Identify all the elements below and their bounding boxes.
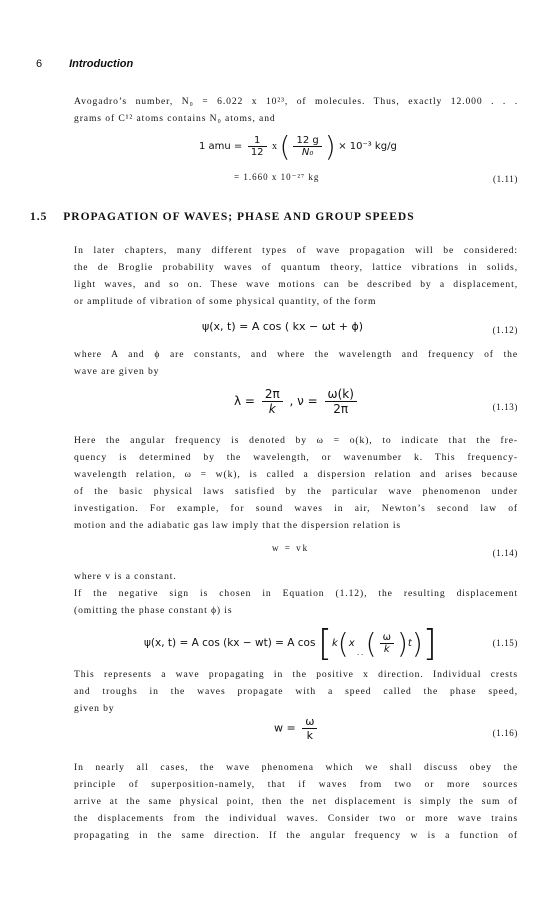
eq-lhs: ψ(x, t) = A cos (kx − wt) = A cos [144, 636, 316, 649]
eq-times: x [272, 140, 278, 152]
eq-denominator: 2π [333, 402, 349, 416]
eq-text: ψ(x, t) = A cos ( kx − ωt + ϕ) [202, 320, 364, 333]
text-line: If the negative sign is chosen in Equation (1.12), the resulting displacement [74, 588, 518, 599]
eq-k: k [332, 637, 338, 649]
equation-number: (1.12) [492, 325, 518, 335]
text-line: motion and the adiabatic gas law imply that the dispersion relation is [74, 520, 402, 531]
eq-text: w = vk [272, 543, 310, 553]
equation-1-11: 1 amu = $\frac{1}{12}$ x ( $\frac{12 g}{\text{N₀}}$ ) × 10⁻³ kg/g = 1.660 x 10⁻²⁷ kg (1.11) [199, 130, 518, 184]
text-line: of the basic physical laws satisfied by the particular wave phenomenon under [74, 486, 518, 497]
paragraph-5 [74, 666, 518, 717]
eq-denominator: k [268, 402, 276, 416]
running-header [36, 58, 133, 70]
text-line: propagating in the same direction. If the angular frequency w is a function of [74, 830, 518, 841]
eq-x: x [348, 637, 355, 649]
equation-number: (1.14) [492, 548, 518, 558]
text-line: or amplitude of vibration of some physical quantity, of the form [74, 296, 377, 307]
text-line: In nearly all cases, the wave phenomena which we shall discuss obey the [74, 762, 518, 773]
eq-denominator: 12 [250, 147, 264, 158]
paragraph-1 [74, 242, 518, 310]
eq-second-line: = 1.660 x 10⁻²⁷ kg [234, 172, 320, 182]
equation-number: (1.15) [492, 638, 518, 648]
section-title: PROPAGATION OF WAVES; PHASE AND GROUP SPEEDS [63, 211, 415, 223]
eq-numerator: 2π [262, 387, 283, 402]
eq-numerator: ω(k) [325, 387, 357, 402]
text-line: wavelength relation, ω = w(k), is called a dispersion relation and arises because [74, 469, 518, 480]
eq-denominator: N₀ [301, 147, 314, 158]
eq-numerator: 12 g [293, 135, 321, 147]
text-line: and troughs in the waves propagate with a speed called the phase speed, [74, 686, 518, 697]
eq-lhs: w = [274, 721, 296, 735]
text-line: Avogadro’s number, N₀ = 6.022 x 10²³, of molecules. Thus, exactly 12.000 . . . [74, 96, 518, 107]
equation-1-12 [74, 320, 518, 340]
equation-number: (1.13) [492, 402, 518, 412]
text-line: In later chapters, many different types of wave propagation will be considered: [74, 245, 518, 256]
equation-number: (1.11) [492, 174, 518, 184]
text-line: light waves, and so on. These wave motions can be described by a displacement, [74, 279, 518, 290]
paragraph-4 [74, 568, 518, 619]
eq-dots: . . [357, 647, 364, 657]
equation-1-15: ψ(x, t) = A cos (kx − wt) = A cos [k(x $_{. .}$ ( $\frac{\omega}{k}$ )t)] (1.15) [144, 623, 518, 664]
eq-nu: , ν = [289, 394, 318, 408]
eq-lambda: λ = [234, 394, 255, 408]
eq-tail: × 10⁻³ kg/g [338, 140, 397, 152]
text-line: the displacements from the individual waves. Consider two or more wave trains [74, 813, 518, 824]
text-line: grams of C¹² atoms contains N₀ atoms, and [74, 113, 276, 124]
eq-denominator: k [306, 729, 314, 742]
section-heading [30, 211, 415, 223]
chapter-title: Introduction [69, 58, 134, 70]
text-line: investigation. For example, for sound waves in air, Newton’s second law of [74, 503, 518, 514]
page-number: 6 [36, 58, 43, 70]
text-line: given by [74, 703, 115, 714]
equation-1-14 [74, 543, 518, 563]
paragraph-3 [74, 432, 518, 534]
eq-numerator: ω [380, 632, 394, 644]
text-line: where A and ϕ are constants, and where the wavelength and frequency of the [74, 349, 518, 360]
eq-denominator: k [383, 644, 390, 655]
eq-numerator: ω [302, 715, 317, 729]
eq-t: t [407, 637, 412, 649]
paragraph-6 [74, 759, 518, 844]
eq-lhs: 1 amu = [199, 140, 243, 152]
text-line: (omitting the phase constant ϕ) is [74, 605, 233, 616]
text-line: the de Broglie probability waves of quantum theory, lattice vibrations in solids, [74, 262, 518, 273]
equation-1-16 [74, 715, 518, 751]
text-line: Here the angular frequency is denoted by ω = ο(k), to indicate that the fre- [74, 435, 518, 446]
equation-number: (1.16) [492, 728, 518, 738]
text-line: where v is a constant. [74, 571, 177, 582]
text-line: arrive at the same physical point, then the net displacement is simply the sum of [74, 796, 518, 807]
paragraph-2 [74, 346, 518, 380]
equation-1-13 [74, 387, 518, 427]
text-line: quency is determined by the wavelength, or wavenumber k. This frequency- [74, 452, 518, 463]
text-line: wave are given by [74, 366, 160, 377]
section-number: 1.5 [30, 211, 48, 223]
text-line: This represents a wave propagating in the positive x direction. Individual crests [74, 669, 518, 680]
intro-paragraph [74, 93, 518, 127]
text-line: principle of superposition-namely, that if waves from two or more sources [74, 779, 518, 790]
eq-numerator: 1 [248, 135, 267, 147]
